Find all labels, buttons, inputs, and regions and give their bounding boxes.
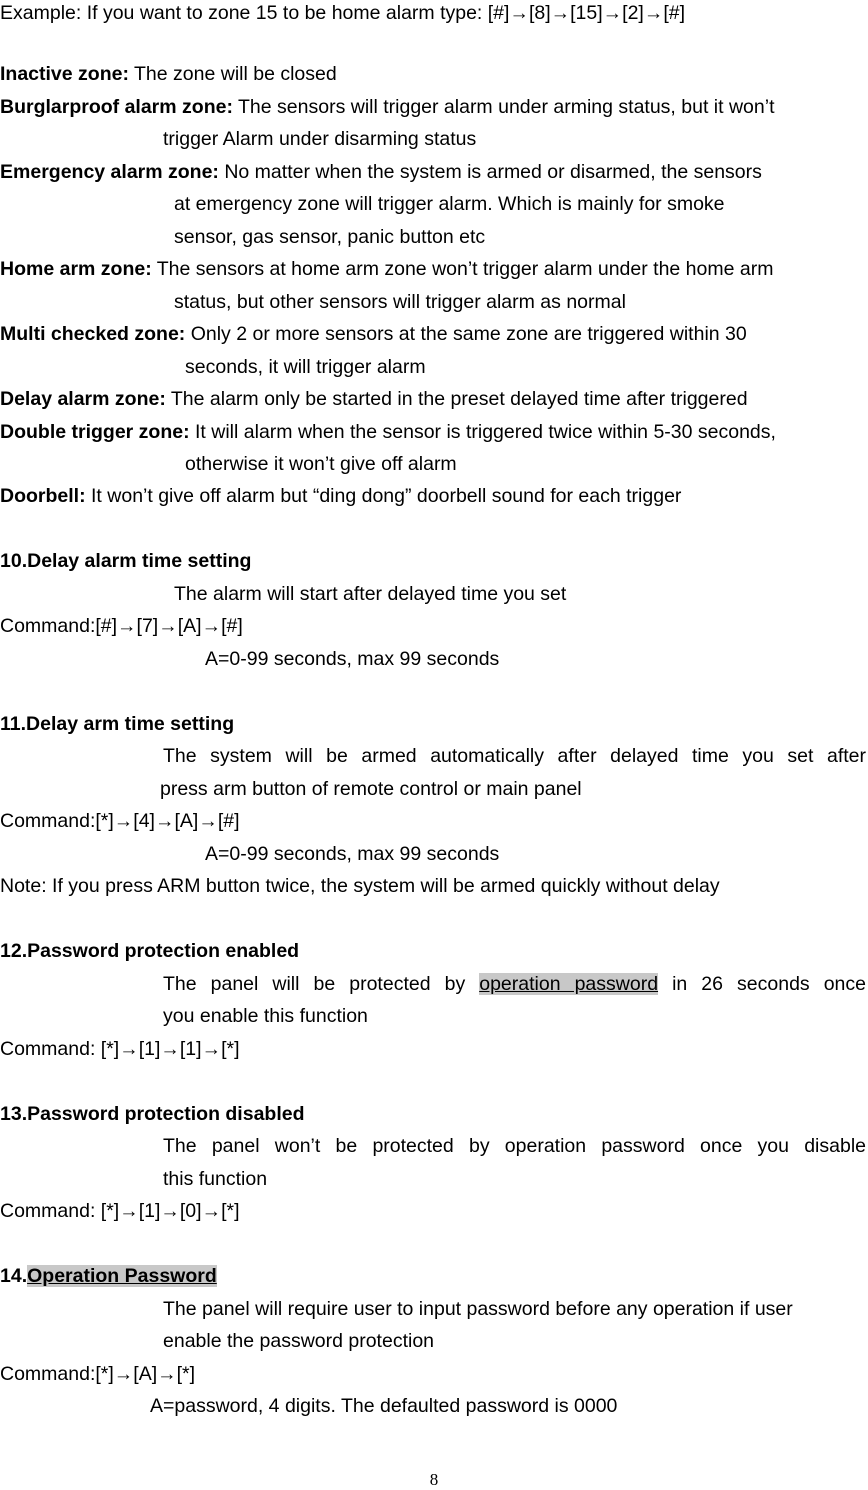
zone-home-arm [0,257,773,281]
zone-label: Emergency alarm zone: [0,161,219,183]
zone-double [0,420,776,444]
page-number: 8 [429,1470,439,1489]
example-line: Example: If you want to zone 15 to be home alarm type: [#]→[8]→[15]→[2]→[#] [0,2,686,24]
zone-emergency-cont2: sensor, gas sensor, panic button etc [174,226,486,248]
zone-text: It will alarm when the sensor is triggered twice within 5-30 seconds, [189,421,776,443]
zone-label: Doorbell: [0,485,86,507]
zone-label: Multi checked zone: [0,323,186,345]
section-14-desc1: The panel will require user to input password before any operation if user [163,1298,793,1320]
zone-label: Delay alarm zone: [0,388,166,410]
section-12-heading: 12.Password protection enabled [0,940,300,962]
zone-label: Double trigger zone: [0,421,190,443]
section-11-desc1: The system will be armed automatically after delayed time you set after [163,745,866,767]
zone-delay [0,387,748,411]
section-10-desc: The alarm will start after delayed time you set [174,583,567,605]
section-14-heading [0,1264,217,1288]
zone-text: The zone will be closed [128,63,337,85]
zone-text: The sensors will trigger alarm under arming status, but it won’t [232,96,775,118]
zone-multi [0,322,747,346]
zone-emergency-cont1: at emergency zone will trigger alarm. Which is mainly for smoke [174,193,725,215]
zone-label: Inactive zone: [0,63,129,85]
zone-burglarproof-cont: trigger Alarm under disarming status [163,128,477,150]
desc-text: in 26 seconds once [658,973,866,995]
zone-multi-cont: seconds, it will trigger alarm [185,356,426,378]
heading-number: 14. [0,1265,28,1287]
zone-text: The alarm only be started in the preset delayed time after triggered [165,388,748,410]
zone-emergency [0,160,762,184]
zone-home-arm-cont: status, but other sensors will trigger alarm as normal [174,291,626,313]
section-12-desc2: you enable this function [163,1005,368,1027]
section-11-param: A=0-99 seconds, max 99 seconds [205,843,500,865]
zone-burglarproof [0,95,775,119]
zone-doorbell [0,484,681,508]
zone-label: Burglarproof alarm zone: [0,96,233,118]
operation-password-link[interactable]: operation password [479,973,659,995]
section-11-desc2: press arm button of remote control or main panel [160,778,582,800]
section-10-command: Command:[#]→[7]→[A]→[#] [0,615,243,637]
section-12-desc1 [163,972,866,996]
zone-text: The sensors at home arm zone won’t trigger alarm under the home arm [151,258,774,280]
section-11-note: Note: If you press ARM button twice, the system will be armed quickly without delay [0,875,720,897]
zone-inactive [0,62,337,86]
section-13-desc2: this function [163,1168,268,1190]
section-13-command: Command: [*]→[1]→[0]→[*] [0,1200,240,1222]
section-13-heading: 13.Password protection disabled [0,1103,305,1125]
section-14-desc2: enable the password protection [163,1330,435,1352]
desc-text: The panel will be protected by [163,973,480,995]
section-10-heading: 10.Delay alarm time setting [0,550,252,572]
section-11-heading: 11.Delay arm time setting [0,713,235,735]
section-11-command: Command:[*]→[4]→[A]→[#] [0,810,240,832]
zone-text: No matter when the system is armed or disarmed, the sensors [218,161,762,183]
zone-text: It won’t give off alarm but “ding dong” doorbell sound for each trigger [85,485,682,507]
section-10-param: A=0-99 seconds, max 99 seconds [205,648,500,670]
section-14-param: A=password, 4 digits. The defaulted password is 0000 [150,1395,618,1417]
operation-password-anchor[interactable]: Operation Password [27,1265,217,1287]
zone-double-cont: otherwise it won’t give off alarm [185,453,457,475]
zone-text: Only 2 or more sensors at the same zone are triggered within 30 [185,323,747,345]
section-14-command: Command:[*]→[A]→[*] [0,1363,196,1385]
section-12-command: Command: [*]→[1]→[1]→[*] [0,1038,240,1060]
zone-label: Home arm zone: [0,258,152,280]
section-13-desc1: The panel won’t be protected by operation password once you disable [163,1135,866,1157]
